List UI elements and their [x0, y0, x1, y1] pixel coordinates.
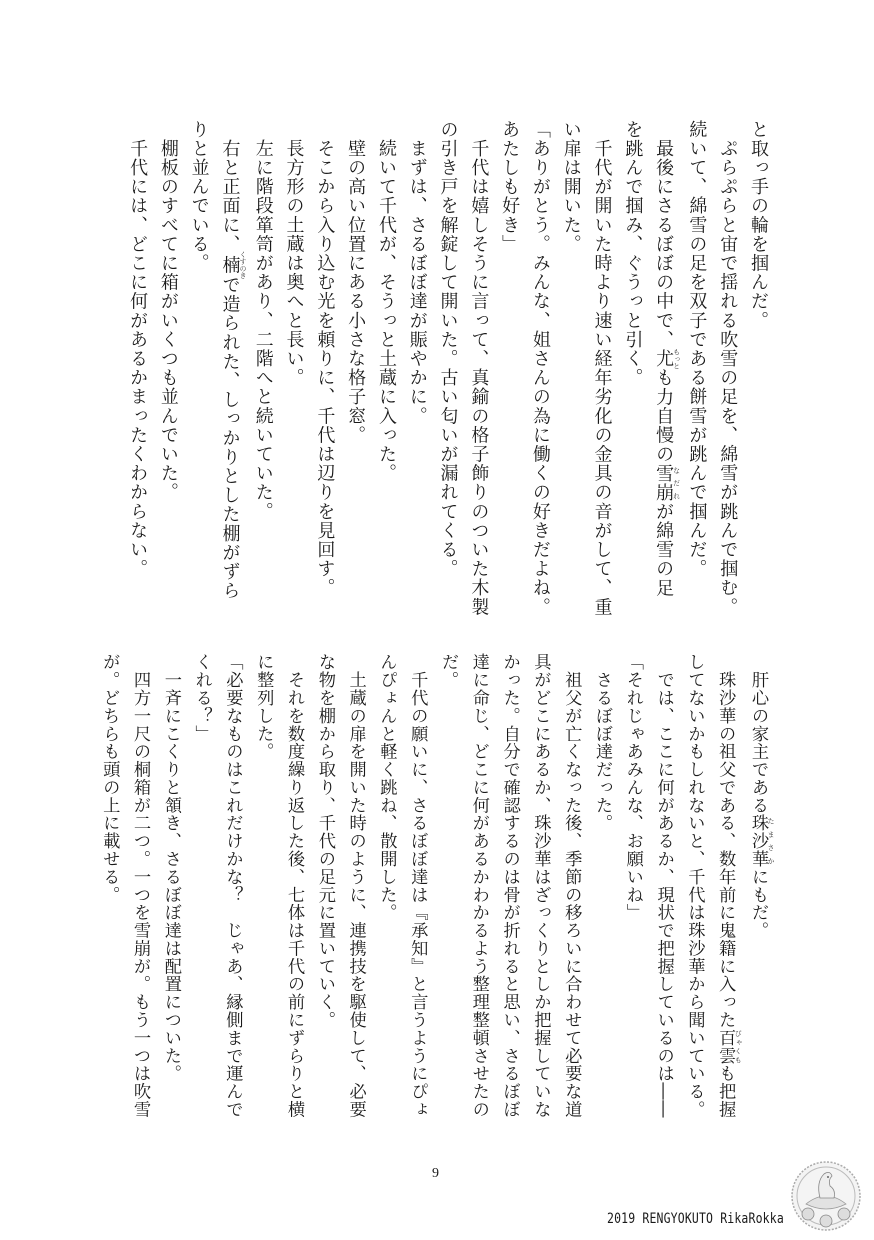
text-run: だ。: [438, 653, 459, 689]
text-line: [679, 653, 710, 1123]
text-run: それを数度繰り返した後、七体は千代の前にずらりと横: [284, 653, 305, 1119]
text-line: [555, 120, 586, 610]
text-run: 肝心の家主である: [748, 653, 768, 815]
ruby-reading: くすのき: [238, 250, 247, 279]
text-run: も把握: [715, 1064, 736, 1119]
ruby-word: 珠沙華 たまさか: [748, 814, 775, 868]
text-run: 一斉にこくりと頷き、さるぼぼ達は配置についた。: [160, 653, 181, 1083]
text-line: [401, 120, 432, 610]
text-run: くれる？」: [191, 653, 212, 743]
text-run: 土蔵の扉を開いた時のように、連携技を駆使して、必要: [345, 653, 366, 1119]
text-line: [214, 120, 247, 610]
text-line: [309, 120, 340, 610]
text-line: [617, 653, 648, 1123]
footer-credit: 2019 RENGYOKUTO RikaRokka: [607, 1211, 784, 1227]
text-run: が綿雪の足: [653, 502, 675, 598]
text-run: 続いて千代が、そうっと土蔵に入った。: [375, 120, 397, 483]
ruby-reading: びゃくも: [734, 1028, 743, 1065]
text-run: してないかもしれないと、千代は珠沙華から聞いている。: [684, 653, 705, 1119]
text-run: 達に命じ、どこに何があるかわかるよう整理整頓させたの: [468, 653, 489, 1119]
ruby-word: 雪崩なだれ: [653, 463, 681, 503]
text-run: 棚板のすべてに箱がいくつも並んでいた。: [157, 120, 179, 502]
text-run: さるぼぼ達だった。: [592, 653, 613, 832]
text-run: 具がどこにあるか、珠沙華はざっくりとしか把握していな: [530, 653, 551, 1119]
text-line: [617, 120, 648, 610]
text-run: あたしも好き」: [499, 120, 521, 254]
ruby-word: 尤もっと: [653, 348, 681, 370]
text-run: では、ここに何があるか、現状で把握しているのは――: [653, 653, 674, 1119]
text-line: [524, 120, 555, 617]
page-number: 9: [432, 1166, 439, 1181]
text-run: に整列した。: [253, 653, 274, 761]
text-run: の引き戸を解錠して開いた。古い匂いが漏れてくる。: [437, 120, 459, 579]
text-run: そこから入り込む光を頼りに、千代は辺りを見回す。: [314, 120, 336, 598]
text-line: [586, 653, 617, 1123]
ruby-word: 百雲 びゃくも: [715, 1028, 743, 1065]
text-run: 「必要なものはこれだけかな？ じゃあ、縁側まで運んで: [222, 653, 243, 1119]
text-run: 千代は嬉しそうに言って、真鍮の格子飾りのついた木製: [468, 120, 490, 617]
text-run: まずは、さるぼぼ達が賑やかに。: [406, 120, 428, 426]
text-line: [217, 653, 248, 1123]
text-run: い扉は開いた。: [560, 120, 582, 254]
text-line: [463, 120, 494, 617]
text-run: 千代には、どこに何があるかまったくわからない。: [127, 120, 149, 579]
ruby-reading: もっと: [672, 348, 681, 370]
text-run: 続いて、綿雪の足を双子である餅雪が跳んで掴んだ。: [686, 120, 708, 579]
ruby-word: 楠くすのき: [219, 250, 247, 279]
text-block-lower: [93, 653, 775, 1123]
text-run: も力自慢の: [653, 368, 675, 464]
text-run: んぴょんと軽く跳ね、散開した。: [376, 653, 397, 922]
text-line: [401, 653, 432, 1123]
text-line: [278, 120, 309, 610]
text-run: りと並んでいる。: [188, 120, 210, 273]
text-run: 四方一尺の桐箱が二つ。一つを雪崩が。もう一つは吹雪: [130, 653, 151, 1119]
text-line: [555, 653, 586, 1123]
text-line: [742, 120, 773, 610]
text-line: [186, 653, 217, 1123]
text-run: 右と正面に、: [219, 120, 241, 254]
text-line: [370, 120, 401, 610]
text-line: [525, 653, 556, 1123]
text-run: 最後にさるぼぼの中で、: [653, 120, 675, 350]
text-line: [339, 120, 370, 610]
text-run: 珠沙華の祖父である、数年前に鬼籍に入った: [715, 653, 736, 1029]
text-line: [247, 653, 278, 1123]
text-run: にもだ。: [748, 867, 768, 940]
text-run: を跳んで掴み、ぐうっと引く。: [622, 120, 644, 388]
text-block-upper: [121, 120, 773, 617]
circle-logo-icon: [790, 1158, 862, 1234]
text-line: [648, 653, 679, 1123]
text-line: [681, 120, 712, 610]
text-line: [647, 120, 680, 610]
text-run: 千代の願いに、さるぼぼ達は『承知』と言うようにぴょ: [407, 653, 428, 1119]
text-line: [340, 653, 371, 1123]
text-line: [278, 653, 309, 1123]
text-run: で造られた、しっかりとした棚がずら: [219, 275, 241, 601]
text-line: [247, 120, 278, 610]
text-line: [493, 120, 524, 610]
text-run: かった。自分で確認するのは骨が折れると思い、さるぼぼ: [499, 653, 520, 1119]
text-run: 祖父が亡くなった後、季節の移ろいに合わせて必要な道: [561, 653, 582, 1119]
text-line: [709, 653, 742, 1123]
text-line: [494, 653, 525, 1123]
text-run: が。どちらも頭の上に載せる。: [99, 653, 120, 904]
text-line: [742, 653, 775, 1123]
text-run: と取っ手の輪を掴んだ。: [748, 120, 769, 331]
text-line: [711, 120, 742, 617]
text-line: [586, 120, 617, 617]
text-line: [121, 120, 152, 610]
text-run: な物を棚から取り、千代の足元に置いていく。: [314, 653, 335, 1029]
text-run: 長方形の土蔵は奥へと長い。: [283, 120, 305, 388]
text-line: [432, 120, 463, 610]
text-run: 千代が開いた時より速い経年劣化の金具の音がして、重: [591, 120, 613, 617]
text-line: [463, 653, 494, 1123]
ruby-reading: たまさか: [767, 814, 775, 868]
text-run: ぷらぷらと宙で揺れる吹雪の足を、綿雪が跳んで掴む。: [717, 120, 739, 617]
text-line: [432, 653, 463, 1123]
text-line: [124, 653, 155, 1123]
text-line: [155, 653, 186, 1123]
text-line: [183, 120, 214, 610]
text-run: 壁の高い位置にある小さな格子窓。: [345, 120, 367, 445]
text-run: 「ありがとう。みんな、姐さんの為に働くの好きだよね。: [529, 120, 551, 617]
text-run: 「それじゃあみんな、お願いね」: [622, 653, 643, 922]
text-line: [93, 653, 124, 1123]
text-run: 左に階段箪笥があり、二階へと続いていた。: [252, 120, 274, 522]
text-line: [309, 653, 340, 1123]
text-line: [152, 120, 183, 610]
text-line: [371, 653, 402, 1123]
ruby-reading: なだれ: [672, 463, 681, 502]
